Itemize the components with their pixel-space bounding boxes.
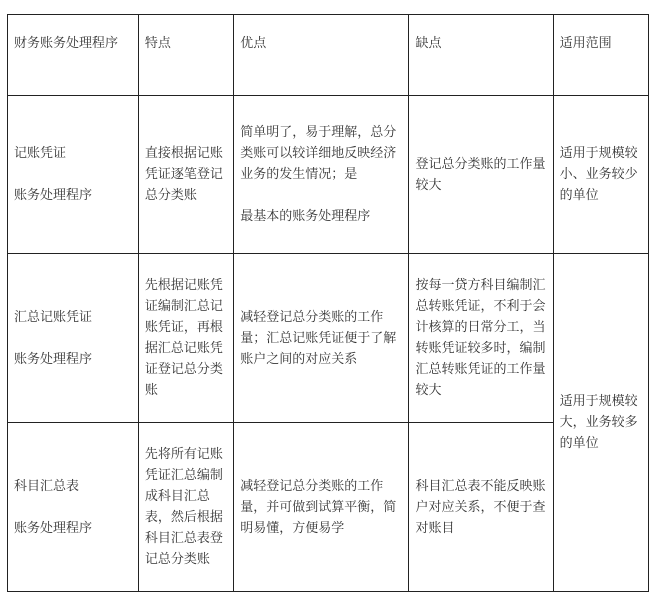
- procedure-name-line1: 汇总记账凭证: [14, 309, 93, 325]
- advantage-text: 简单明了，易于理解，总分类账可以较详细地反映经济业务的发生情况；是: [240, 125, 397, 182]
- advantage-text-2: 最基本的账务处理程序: [240, 209, 371, 224]
- table-row: [8, 254, 649, 423]
- header-feature: 特点: [138, 15, 233, 96]
- accounting-procedures-table: [7, 14, 649, 592]
- feature-cell: 直接根据记账凭证逐笔登记总分类账: [138, 96, 233, 254]
- advantage-cell: 减轻登记总分类账的工作量；汇总记账凭证便于了解账户之间的对应关系: [234, 254, 409, 423]
- procedure-cell: [8, 254, 139, 423]
- disadvantage-cell: 登记总分类账的工作量较大: [409, 96, 553, 254]
- scope-cell: 适用于规模较小、业务较少的单位: [553, 96, 648, 254]
- procedure-name-line2: 账务处理程序: [14, 520, 93, 536]
- procedure-cell: [8, 423, 139, 592]
- procedure-cell: [8, 96, 139, 254]
- advantage-cell: 减轻登记总分类账的工作量，并可做到试算平衡，简明易懂，方便易学: [234, 423, 409, 592]
- feature-cell: 先根据记账凭证编制汇总记账凭证，再根据汇总记账凭证登记总分类账: [138, 254, 233, 423]
- header-procedure: 财务账务处理程序: [8, 15, 139, 96]
- feature-cell: 先将所有记账凭证汇总编制成科目汇总表，然后根据科目汇总表登记总分类账: [138, 423, 233, 592]
- merged-scope-cell: 适用于规模较大，业务较多的单位: [553, 254, 648, 592]
- header-scope: 适用范围: [553, 15, 648, 96]
- table-header-row: [8, 15, 649, 96]
- procedure-name-line1: 科目汇总表: [14, 478, 80, 494]
- advantage-cell: [234, 96, 409, 254]
- table-row: [8, 423, 649, 592]
- disadvantage-cell: 按每一贷方科目编制汇总转账凭证，不利于会计核算的日常分工，当转账凭证较多时，编制汇总转账凭证的工作量较大: [409, 254, 553, 423]
- procedure-name-line2: 账务处理程序: [14, 351, 93, 367]
- header-disadvantage: 缺点: [409, 15, 553, 96]
- procedure-name-line2: 账务处理程序: [14, 188, 93, 203]
- disadvantage-cell: 科目汇总表不能反映账户对应关系，不便于查对账目: [409, 423, 553, 592]
- header-advantage: 优点: [234, 15, 409, 96]
- table-row: [8, 96, 649, 254]
- procedure-name-line1: 记账凭证: [14, 146, 67, 161]
